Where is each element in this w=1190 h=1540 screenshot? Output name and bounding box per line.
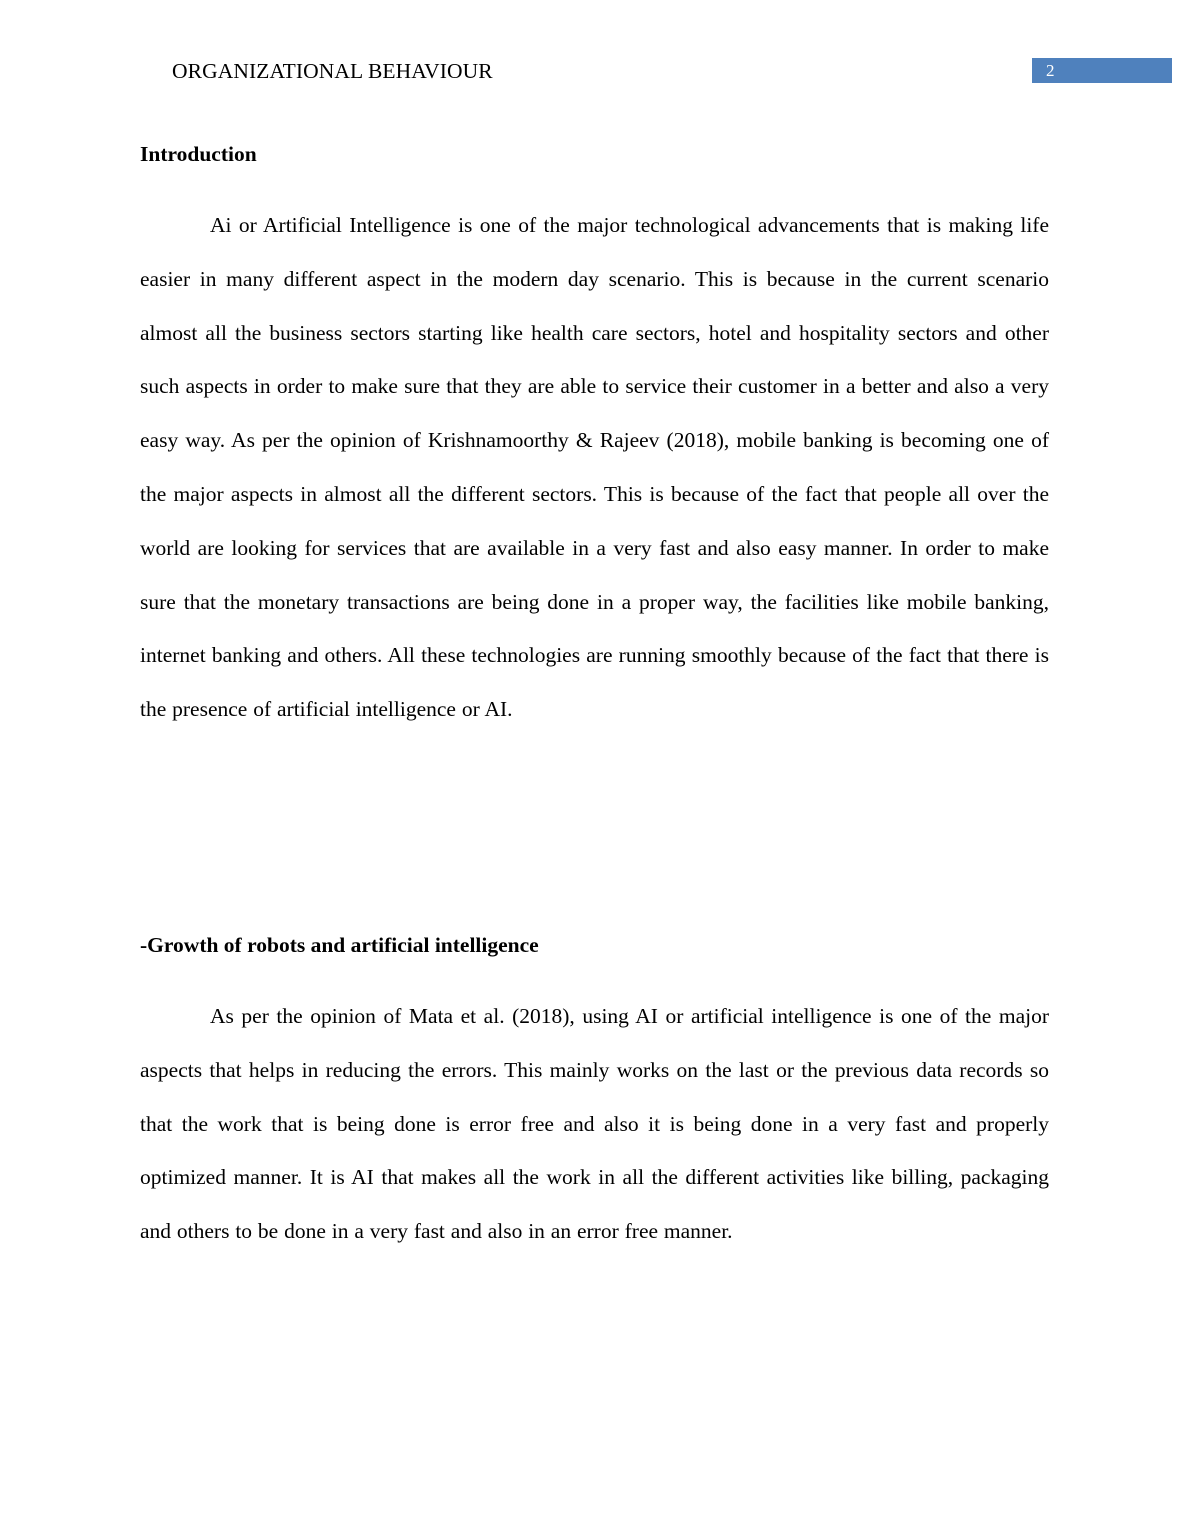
page-number: 2 xyxy=(1032,58,1172,83)
growth-paragraph: As per the opinion of Mata et al. (2018), using AI or artificial intelligence is one of the major aspects that helps in reducing the errors. This mainly works on the last or the previous data records so that the work that is being done is error free and also it is being done in a very fast and properly optimized manner. It is AI that makes all the work in all the different activities like billing, packaging and others to be done in a very fast and also in an error free manner. xyxy=(140,1004,1049,1244)
section-heading-introduction: Introduction xyxy=(140,142,257,166)
introduction-paragraph: Ai or Artificial Intelligence is one of the major technological advancements that is making life easier in many different aspect in the modern day scenario. This is because in the current scenario almost all the business sectors starting like health care sectors, hotel and hospitality sectors and other such aspects in order to make sure that they are able to service their customer in a better and also a very easy way. As per the opinion of Krishnamoorthy & Rajeev (2018), mobile banking is becoming one of the major aspects in almost all the different sectors. This is because of the fact that people all over the world are looking for services that are available in a very fast and also easy manner. In order to make sure that the monetary transactions are being done in a proper way, the facilities like mobile banking, internet banking and others. All these technologies are running smoothly because of the fact that there is the presence of artificial intelligence or AI. xyxy=(140,213,1049,722)
running-head: ORGANIZATIONAL BEHAVIOUR xyxy=(172,59,493,83)
section-heading-growth-of-robots: -Growth of robots and artificial intelligence xyxy=(140,933,539,957)
